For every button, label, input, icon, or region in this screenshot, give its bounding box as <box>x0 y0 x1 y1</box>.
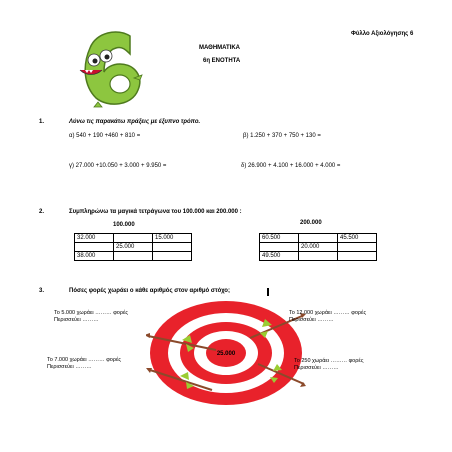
table-row <box>75 252 192 261</box>
square2-cell[interactable]: 49.500 <box>260 252 299 261</box>
q1-number: 1. <box>39 119 45 125</box>
q1-item-c: γ) 27.000 +10.050 + 3.000 + 9.950 = <box>69 163 167 169</box>
q1-instruction: Λύνω τις παρακάτω πράξεις με έξυπνο τρόπο. <box>69 119 201 125</box>
square1-cell[interactable] <box>114 252 153 261</box>
square1-cell[interactable] <box>75 243 114 252</box>
prompt-top-right <box>289 310 366 324</box>
table-row <box>260 234 377 243</box>
square2-cell[interactable] <box>299 252 338 261</box>
q1-item-d: δ) 26.900 + 4.100 + 16.000 + 4.000 = <box>241 163 341 169</box>
square2-cell[interactable] <box>260 243 299 252</box>
magic-square-200000 <box>259 233 377 261</box>
square2-cell[interactable]: 20.000 <box>299 243 338 252</box>
sheet-label: Φύλλο Αξιολόγησης 6 <box>351 31 414 37</box>
q2-number: 2. <box>39 209 45 215</box>
square2-cell[interactable]: 45.500 <box>338 234 377 243</box>
square2-cell[interactable] <box>299 234 338 243</box>
square2-cell[interactable]: 60.500 <box>260 234 299 243</box>
subject-title: ΜΑΘΗΜΑΤΙΚΑ <box>199 45 241 51</box>
prompt-bottom-left <box>47 357 121 371</box>
prompt-top-left <box>54 310 128 324</box>
prompt-bl-line2: Περισσεύει ……… <box>47 364 92 370</box>
dartboard-target <box>146 298 306 418</box>
text-cursor <box>267 288 269 296</box>
prompt-tl-line2: Περισσεύει ……… <box>54 317 99 323</box>
table-row <box>260 243 377 252</box>
q3-instruction: Πόσες φορές χωράει ο κάθε αριθμός στον αριθμό στόχο; <box>69 288 230 294</box>
square2-cell[interactable] <box>338 243 377 252</box>
prompt-br-line2: Περισσεύει ……… <box>294 365 339 371</box>
square1-title: 100.000 <box>113 222 135 228</box>
target-number: 25.000 <box>216 351 236 357</box>
prompt-br-line1: Το 250 χωράει ……… φορές <box>294 358 364 364</box>
magic-square-100000 <box>74 233 192 261</box>
square1-cell[interactable] <box>153 243 192 252</box>
q3-number: 3. <box>39 288 45 294</box>
square2-cell[interactable] <box>338 252 377 261</box>
prompt-bottom-right <box>294 358 363 372</box>
q1-item-b: β) 1.250 + 370 + 750 + 130 = <box>243 133 321 139</box>
square1-cell[interactable]: 15.000 <box>153 234 192 243</box>
q2-instruction: Συμπληρώνω τα μαγικά τετράγωνα του 100.000 και 200.000 : <box>69 209 242 215</box>
square1-cell[interactable]: 38.000 <box>75 252 114 261</box>
table-row <box>75 243 192 252</box>
q1-item-a: α) 540 + 190 +460 + 810 = <box>69 133 141 139</box>
prompt-bl-line1: Το 7.000 χωράει ……… φορές <box>47 357 122 363</box>
square1-cell[interactable]: 32.000 <box>75 234 114 243</box>
table-row <box>75 234 192 243</box>
square1-cell[interactable]: 25.000 <box>114 243 153 252</box>
square1-cell[interactable] <box>153 252 192 261</box>
prompt-tr-line2: Περισσεύει ……… <box>289 317 334 323</box>
square2-title: 200.000 <box>300 220 322 226</box>
prompt-tl-line1: Το 5.000 χωράει ……… φορές <box>54 310 129 316</box>
prompt-tr-line1: Το 12.000 χωράει ……… φορές <box>289 310 367 316</box>
number-six-mascot-logo <box>68 26 168 108</box>
unit-title: 6η ΕΝΟΤΗΤΑ <box>203 58 241 64</box>
square1-cell[interactable] <box>114 234 153 243</box>
table-row <box>260 252 377 261</box>
